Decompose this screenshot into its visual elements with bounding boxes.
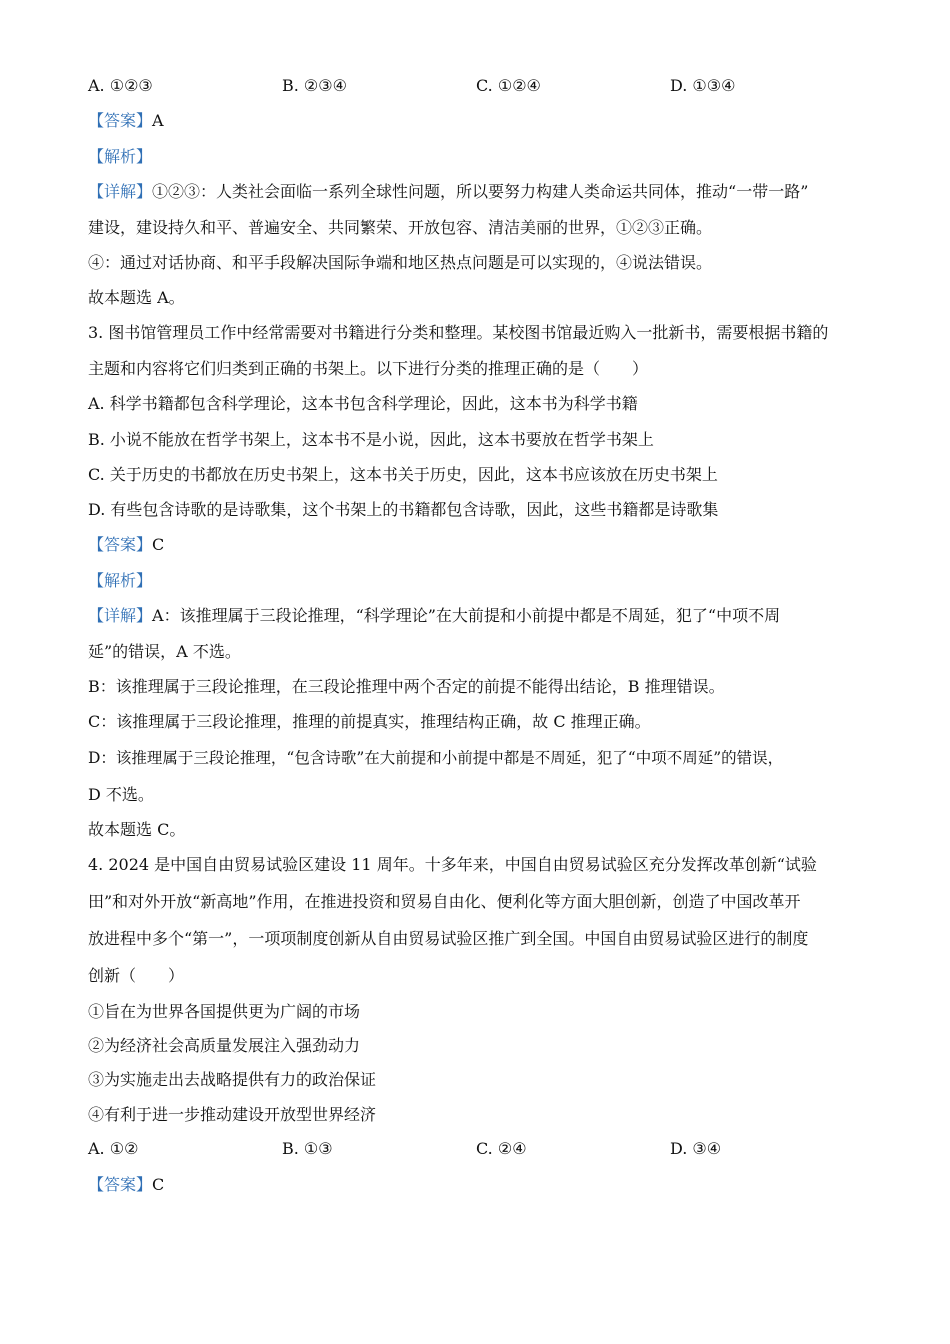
answer-tag: 【答案】 xyxy=(88,111,153,130)
q2-option-c: C. ①②④ xyxy=(476,76,541,95)
answer-value: A xyxy=(152,111,164,130)
q4-item: ④有利于进一步推动建设开放型世界经济 xyxy=(88,1105,377,1124)
q2-answer xyxy=(88,110,164,132)
q3-stem-line: 3. 图书馆管理员工作中经常需要对书籍进行分类和整理。某校图书馆最近购入一批新书，需要根据书籍的 xyxy=(88,323,829,342)
q3-option-c: C. 关于历史的书都放在历史书架上，这本书关于历史，因此，这本书应该放在历史书架上 xyxy=(88,465,718,484)
q4-stem-line: 4. 2024 是中国自由贸易试验区建设 11 周年。十多年来，中国自由贸易试验区充分发挥改革创新“试验 xyxy=(88,855,817,874)
detail-tag: 【详解】 xyxy=(88,606,153,625)
detail-text: ①②③：人类社会面临一系列全球性问题，所以要努力构建人类命运共同体，推动“一带一路” xyxy=(152,182,809,201)
answer-value: C xyxy=(152,1175,165,1194)
q4-option-c: C. ②④ xyxy=(476,1139,527,1158)
q3-detail-line xyxy=(88,605,780,627)
q4-stem-line: 放进程中多个“第一”，一项项制度创新从自由贸易试验区推广到全国。中国自由贸易试验区进行的制度 xyxy=(88,929,809,948)
q2-option-d: D. ①③④ xyxy=(670,76,736,95)
q2-detail-line xyxy=(88,181,808,203)
q4-option-b: B. ①③ xyxy=(282,1139,333,1158)
q3-detail-line: B：该推理属于三段论推理，在三段论推理中两个否定的前提不能得出结论，B 推理错误。 xyxy=(88,677,725,696)
answer-value: C xyxy=(152,535,165,554)
q4-stem-line: 创新（ ） xyxy=(88,966,185,985)
q3-detail-line: 延”的错误，A 不选。 xyxy=(88,642,241,661)
q3-detail-line: D：该推理属于三段论推理，“包含诗歌”在大前提和小前提中都是不周延，犯了“中项不周延”的错误， xyxy=(88,749,784,767)
q4-item: ②为经济社会高质量发展注入强劲动力 xyxy=(88,1036,361,1055)
q4-item: ③为实施走出去战略提供有力的政治保证 xyxy=(88,1070,377,1089)
q3-stem-line: 主题和内容将它们归类到正确的书架上。以下进行分类的推理正确的是（ ） xyxy=(88,359,649,378)
q2-detail-line: 建设，建设持久和平、普遍安全、共同繁荣、开放包容、清洁美丽的世界，①②③正确。 xyxy=(88,218,713,237)
q2-detail-line: ④：通过对话协商、和平手段解决国际争端和地区热点问题是可以实现的，④说法错误。 xyxy=(88,253,713,272)
q3-conclusion: 故本题选 C。 xyxy=(88,820,186,839)
q3-answer xyxy=(88,534,164,556)
q2-analysis-tag: 【解析】 xyxy=(88,147,153,166)
answer-tag: 【答案】 xyxy=(88,535,153,554)
q4-stem-line: 田”和对外开放“新高地”作用，在推进投资和贸易自由化、便利化等方面大胆创新，创造了中国改革开 xyxy=(88,892,801,911)
q4-item: ①旨在为世界各国提供更为广阔的市场 xyxy=(88,1002,361,1021)
detail-tag: 【详解】 xyxy=(88,182,153,201)
q3-analysis-tag: 【解析】 xyxy=(88,571,153,590)
q3-detail-line: D 不选。 xyxy=(88,785,154,804)
q2-conclusion: 故本题选 A。 xyxy=(88,288,185,307)
q4-option-d: D. ③④ xyxy=(670,1139,722,1158)
q2-option-a: A. ①②③ xyxy=(88,76,153,95)
q3-option-a: A. 科学书籍都包含科学理论，这本书包含科学理论，因此，这本书为科学书籍 xyxy=(88,394,638,413)
q4-option-a: A. ①② xyxy=(88,1139,139,1158)
q3-option-b: B. 小说不能放在哲学书架上，这本书不是小说，因此，这本书要放在哲学书架上 xyxy=(88,430,654,449)
q4-answer xyxy=(88,1174,164,1196)
q2-option-b: B. ②③④ xyxy=(282,76,347,95)
answer-tag: 【答案】 xyxy=(88,1175,153,1194)
q3-option-d: D. 有些包含诗歌的是诗歌集，这个书架上的书籍都包含诗歌，因此，这些书籍都是诗歌集 xyxy=(88,500,719,519)
detail-text: A：该推理属于三段论推理，“科学理论”在大前提和小前提中都是不周延，犯了“中项不周 xyxy=(152,606,781,625)
q3-detail-line: C：该推理属于三段论推理，推理的前提真实，推理结构正确，故 C 推理正确。 xyxy=(88,712,651,731)
